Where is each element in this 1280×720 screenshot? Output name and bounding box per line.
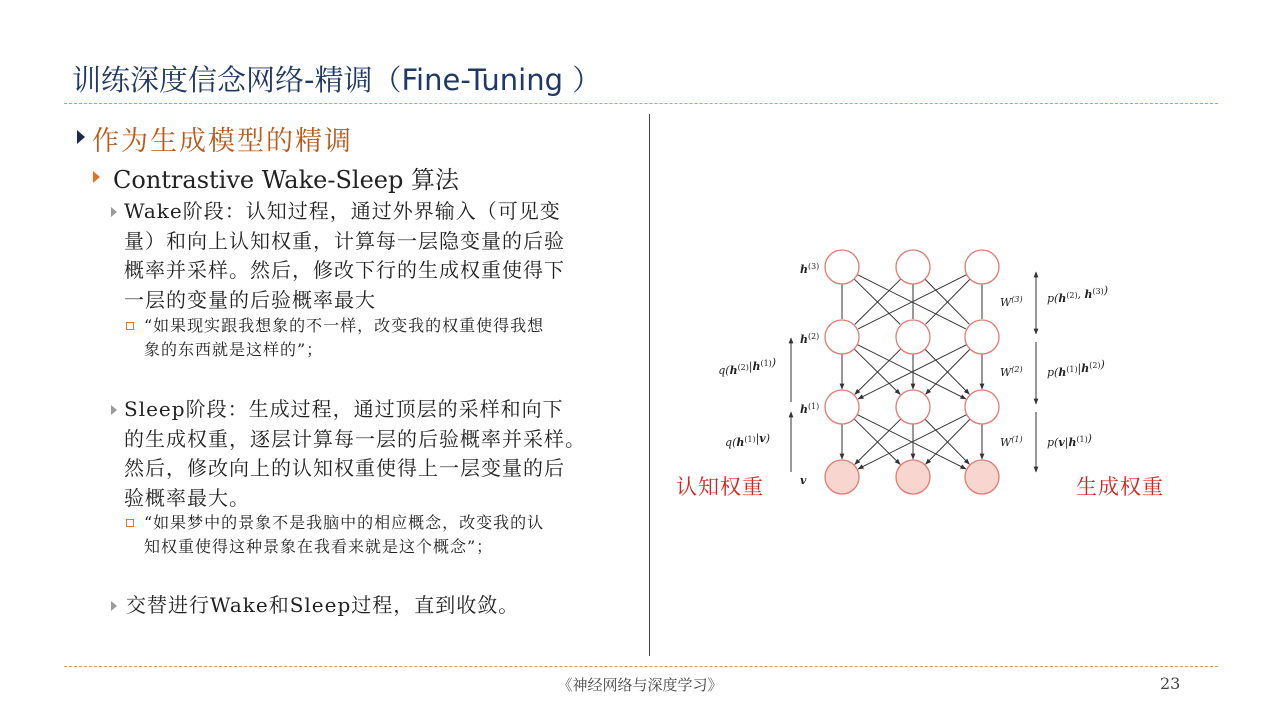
- generative-weights-label: 生成权重: [1076, 475, 1164, 499]
- sleep-line: 验概率最大。: [124, 485, 250, 510]
- hidden-unit-node: [825, 390, 859, 424]
- algorithm-heading: Contrastive Wake-Sleep 算法: [113, 166, 459, 194]
- square-bullet-icon: [126, 322, 134, 330]
- footer-book-title: 《神经网络与深度学习》: [557, 676, 723, 694]
- generative-distribution: $p(h^{(2)}$, $h^{(3)}$): [1047, 284, 1109, 305]
- hidden-unit-node: [896, 250, 930, 284]
- slide-title: 训练深度信念网络-精调（Fine-Tuning ）: [72, 63, 602, 97]
- sleep-phase-text: [124, 395, 586, 513]
- bullet-triangle-icon: [111, 601, 117, 611]
- layer-label: $h^{(1)}$: [800, 402, 820, 416]
- alternate-text: 交替进行Wake和Sleep过程，直到收敛。: [126, 593, 520, 617]
- layer-label: v: [800, 474, 807, 487]
- bullet-triangle-icon: [111, 207, 117, 217]
- hidden-unit-node: [896, 390, 930, 424]
- column-divider: [649, 114, 650, 656]
- sleep-quote-line: 知权重使得这种景象在我看来就是这个概念”；: [144, 537, 494, 556]
- weight-label: $W^{(3)}$: [1000, 295, 1023, 309]
- wake-line: Wake阶段：认知过程，通过外界输入（可见变: [124, 199, 561, 223]
- generative-distribution: $p(h^{(1)}|h^{(2)})$: [1047, 358, 1105, 379]
- generative-distribution: $p(v|h^{(1)})$: [1047, 432, 1092, 449]
- sleep-quote: [144, 511, 544, 559]
- title-divider: [64, 103, 1218, 104]
- wake-quote-line: “如果现实跟我想象的不一样，改变我的权重使得我想: [144, 316, 545, 335]
- wake-line: 一层的变量的后验概率最大: [124, 287, 376, 312]
- wake-phase-text: [124, 197, 565, 315]
- wake-quote: [144, 314, 544, 362]
- bullet-triangle-icon: [111, 405, 117, 415]
- layer-label: $h^{(3)}$: [800, 262, 820, 276]
- square-bullet-icon: [126, 519, 134, 527]
- wake-line: 量）和向上认知权重，计算每一层隐变量的后验: [124, 228, 565, 253]
- visible-unit-node: [896, 460, 930, 494]
- sleep-line: 的生成权重，逐层计算每一层的后验概率并采样。: [124, 426, 586, 451]
- weight-label: $W^{(2)}$: [1000, 365, 1023, 379]
- hidden-unit-node: [965, 390, 999, 424]
- layer-label: $h^{(2)}$: [800, 332, 820, 346]
- visible-unit-node: [825, 460, 859, 494]
- visible-unit-node: [965, 460, 999, 494]
- hidden-unit-node: [896, 320, 930, 354]
- wake-line: 概率并采样。然后，修改下行的生成权重使得下: [124, 258, 565, 282]
- recognition-weights-label: 认知权重: [676, 475, 764, 499]
- bullet-triangle-icon: [77, 130, 85, 144]
- recognition-distribution: $q(h^{(2)}|h^{(1)})$: [718, 356, 776, 377]
- footer-divider: [64, 666, 1218, 667]
- dbn-diagram: [700, 240, 1160, 510]
- wake-quote-line: 象的东西就是这样的”；: [144, 340, 324, 359]
- hidden-unit-node: [965, 250, 999, 284]
- bullet-triangle-icon: [93, 171, 100, 183]
- section-heading: 作为生成模型的精调: [92, 126, 353, 157]
- sleep-line: 然后，修改向上的认知权重使得上一层变量的后: [124, 456, 565, 480]
- hidden-unit-node: [825, 250, 859, 284]
- dbn-edges: [842, 275, 982, 469]
- sleep-quote-line: “如果梦中的景象不是我脑中的相应概念，改变我的认: [144, 513, 545, 532]
- hidden-unit-node: [965, 320, 999, 354]
- recognition-distribution: $q(h^{(1)}|v)$: [725, 432, 770, 449]
- page-number: 23: [1160, 674, 1181, 693]
- weight-label: $W^{(1)}$: [1000, 435, 1023, 449]
- sleep-line: Sleep阶段：生成过程，通过顶层的采样和向下: [124, 397, 564, 421]
- hidden-unit-node: [825, 320, 859, 354]
